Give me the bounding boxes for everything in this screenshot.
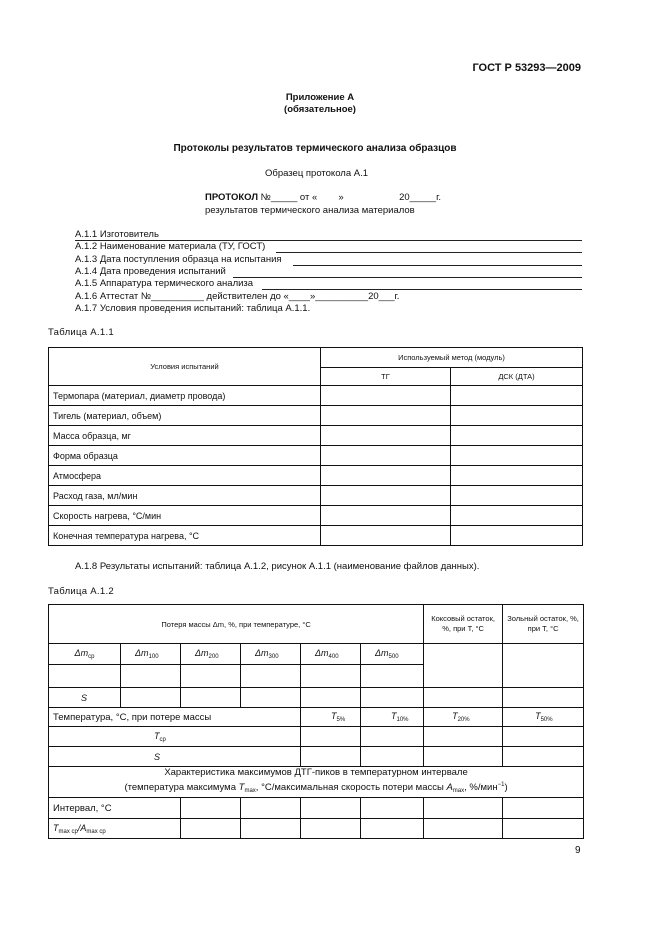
ratio-cell[interactable] bbox=[241, 819, 301, 839]
sample-label: Образец протокола А.1 bbox=[265, 168, 368, 179]
s-value-cell[interactable] bbox=[301, 688, 361, 708]
field-arrival-date: А.1.3 Дата поступления образца на испытания bbox=[75, 254, 282, 265]
table1-caption: Таблица А.1.1 bbox=[48, 327, 114, 338]
interval-cell[interactable] bbox=[361, 798, 424, 819]
interval-cell[interactable] bbox=[241, 798, 301, 819]
coke-residue-cell[interactable] bbox=[424, 644, 503, 688]
page-number: 9 bbox=[575, 845, 581, 856]
tcp-value-cell[interactable] bbox=[503, 727, 584, 747]
s-value-cell[interactable] bbox=[121, 688, 181, 708]
interval-cell[interactable] bbox=[503, 798, 584, 819]
cell-tg[interactable] bbox=[321, 466, 451, 486]
cell-dsc[interactable] bbox=[451, 426, 583, 446]
ratio-cell[interactable] bbox=[424, 819, 503, 839]
cell-tg[interactable] bbox=[321, 386, 451, 406]
dm-value-cell[interactable] bbox=[301, 665, 361, 688]
col-conditions-header: Условия испытаний bbox=[49, 348, 321, 386]
tcp-label: $T_{ср}$ bbox=[49, 727, 301, 747]
row-label: Скорость нагрева, °С/мин bbox=[49, 506, 321, 526]
ash-residue-cell[interactable] bbox=[503, 644, 584, 688]
t20-label: $T_{20\%}$ bbox=[424, 708, 503, 727]
row-label: Форма образца bbox=[49, 446, 321, 466]
ash-residue-header: Зольный остаток, %, при Т, °С bbox=[503, 605, 584, 644]
tcp-value-cell[interactable] bbox=[301, 727, 361, 747]
dm-cp-label: $\Delta m_{ср}$ bbox=[49, 644, 121, 665]
cell-dsc[interactable] bbox=[451, 526, 583, 546]
s-value-cell[interactable] bbox=[181, 688, 241, 708]
field-apparatus-line[interactable] bbox=[262, 289, 582, 290]
field-arrival-date-line[interactable] bbox=[293, 265, 582, 266]
dm-value-cell[interactable] bbox=[121, 665, 181, 688]
dtg-header: Характеристика максимумов ДТГ-пиков в температурном интервале (температура максимума $T_{max}$, °С/максимальная скорость потери массы $A_{max}$, %/мин$^{-1}$) bbox=[49, 767, 584, 798]
interval-cell[interactable] bbox=[301, 798, 361, 819]
cell-tg[interactable] bbox=[321, 406, 451, 426]
temp-header: Температура, °С, при потере массы bbox=[49, 708, 301, 727]
cell-tg[interactable] bbox=[321, 446, 451, 466]
protocol-word: ПРОТОКОЛ bbox=[205, 192, 259, 203]
cell-dsc[interactable] bbox=[451, 486, 583, 506]
s-value-cell[interactable] bbox=[503, 688, 584, 708]
col-method-header: Используемый метод (модуль) bbox=[321, 348, 583, 368]
field-certificate: А.1.6 Аттестат №__________ действителен до «____»__________20___г. bbox=[75, 291, 400, 302]
cell-tg[interactable] bbox=[321, 506, 451, 526]
s2-value-cell[interactable] bbox=[424, 747, 503, 767]
dm-value-cell[interactable] bbox=[181, 665, 241, 688]
dm-300-label: $\Delta m_{300}$ bbox=[241, 644, 301, 665]
ratio-cell[interactable] bbox=[361, 819, 424, 839]
protocol-line bbox=[205, 192, 441, 203]
protocol-sub: результатов термического анализа материалов bbox=[205, 205, 415, 216]
ratio-cell[interactable] bbox=[181, 819, 241, 839]
row-label: Расход газа, мл/мин bbox=[49, 486, 321, 506]
field-material-line[interactable] bbox=[276, 252, 582, 253]
appendix-subtitle: (обязательное) bbox=[284, 104, 356, 115]
row-label: Конечная температура нагрева, °С bbox=[49, 526, 321, 546]
field-material: А.1.2 Наименование материала (ТУ, ГОСТ) bbox=[75, 241, 266, 252]
field-test-date-line[interactable] bbox=[233, 277, 582, 278]
dm-value-cell[interactable] bbox=[49, 665, 121, 688]
ratio-cell[interactable] bbox=[301, 819, 361, 839]
interval-cell[interactable] bbox=[181, 798, 241, 819]
field-test-date: А.1.4 Дата проведения испытаний bbox=[75, 266, 226, 277]
cell-dsc[interactable] bbox=[451, 446, 583, 466]
s2-value-cell[interactable] bbox=[301, 747, 361, 767]
cell-dsc[interactable] bbox=[451, 406, 583, 426]
interval-cell[interactable] bbox=[424, 798, 503, 819]
s-value-cell[interactable] bbox=[361, 688, 424, 708]
field-apparatus: А.1.5 Аппаратура термического анализа bbox=[75, 278, 254, 289]
s-label: S bbox=[49, 688, 121, 708]
row-label: Масса образца, мг bbox=[49, 426, 321, 446]
s2-value-cell[interactable] bbox=[503, 747, 584, 767]
s-value-cell[interactable] bbox=[241, 688, 301, 708]
interval-label: Интервал, °С bbox=[49, 798, 181, 819]
cell-tg[interactable] bbox=[321, 486, 451, 506]
cell-dsc[interactable] bbox=[451, 466, 583, 486]
dm-500-label: $\Delta m_{500}$ bbox=[361, 644, 424, 665]
results-table bbox=[48, 604, 584, 839]
cell-tg[interactable] bbox=[321, 526, 451, 546]
t5-label: $T_{5\%}$ bbox=[301, 708, 361, 727]
t10-label: $T_{10\%}$ bbox=[361, 708, 424, 727]
row-label: Атмосфера bbox=[49, 466, 321, 486]
dm-400-label: $\Delta m_{400}$ bbox=[301, 644, 361, 665]
col-dsc-header: ДСК (ДТА) bbox=[451, 368, 583, 386]
tcp-value-cell[interactable] bbox=[361, 727, 424, 747]
s2-value-cell[interactable] bbox=[361, 747, 424, 767]
cell-dsc[interactable] bbox=[451, 506, 583, 526]
dm-100-label: $\Delta m_{100}$ bbox=[121, 644, 181, 665]
ratio-cell[interactable] bbox=[503, 819, 584, 839]
row-label: Термопара (материал, диаметр провода) bbox=[49, 386, 321, 406]
ratio-label: $T_{max ср}/A_{max ср}$ bbox=[49, 819, 181, 839]
doc-id: ГОСТ Р 53293—2009 bbox=[472, 62, 581, 74]
row-label: Тигель (материал, объем) bbox=[49, 406, 321, 426]
s2-label: S bbox=[49, 747, 301, 767]
dm-value-cell[interactable] bbox=[361, 665, 424, 688]
cell-tg[interactable] bbox=[321, 426, 451, 446]
conditions-table bbox=[48, 347, 583, 546]
field-conditions: А.1.7 Условия проведения испытаний: таблица А.1.1. bbox=[75, 303, 311, 314]
section-title: Протоколы результатов термического анализа образцов bbox=[173, 143, 457, 154]
table2-caption: Таблица А.1.2 bbox=[48, 586, 114, 597]
appendix-title: Приложение А bbox=[285, 92, 355, 103]
results-text: А.1.8 Результаты испытаний: таблица А.1.2, рисунок А.1.1 (наименование файлов данных). bbox=[75, 561, 480, 572]
col-tg-header: ТГ bbox=[321, 368, 451, 386]
coke-residue-header: Коксовый остаток, %, при Т, °С bbox=[424, 605, 503, 644]
s-value-cell[interactable] bbox=[424, 688, 503, 708]
cell-dsc[interactable] bbox=[451, 386, 583, 406]
mass-loss-header: Потеря массы Δm, %, при температуре, °С bbox=[49, 605, 424, 644]
protocol-rest: №_____ от « » 20_____г. bbox=[260, 192, 442, 203]
dm-200-label: $\Delta m_{200}$ bbox=[181, 644, 241, 665]
tcp-value-cell[interactable] bbox=[424, 727, 503, 747]
field-manufacturer: А.1.1 Изготовитель bbox=[75, 229, 159, 240]
t50-label: $T_{50\%}$ bbox=[503, 708, 584, 727]
dm-value-cell[interactable] bbox=[241, 665, 301, 688]
